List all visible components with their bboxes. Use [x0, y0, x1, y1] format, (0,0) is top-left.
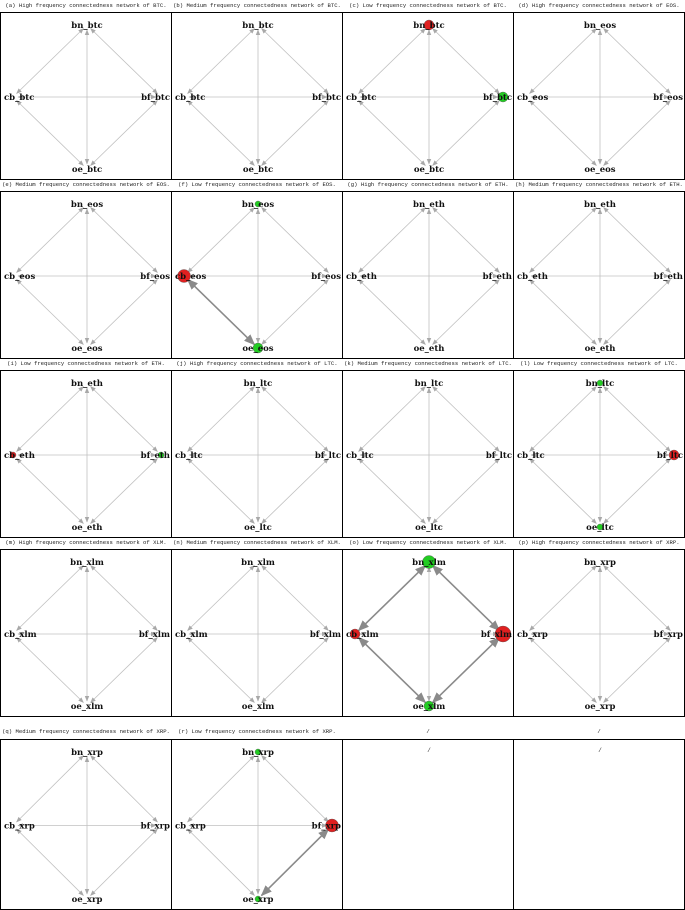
panel-caption: /: [597, 728, 601, 735]
node-label-bottom: oe_eos: [584, 165, 616, 175]
node-label-top: bn_xlm: [412, 558, 446, 568]
edge-right-bottom: [262, 100, 329, 165]
node-label-bottom: oe_xrp: [584, 702, 616, 712]
edge-right-bottom: [604, 100, 671, 165]
node-label-right: bf_ltc: [656, 451, 683, 461]
edge-top-right: [433, 28, 500, 93]
edge-right-bottom: [91, 829, 158, 895]
network-diagram: [514, 740, 685, 910]
edge-right-bottom: [433, 637, 500, 702]
node-label-top: bn_eth: [413, 200, 445, 210]
node-label-bottom: oe_btc: [413, 165, 445, 175]
node-label-bottom: oe_xlm: [412, 702, 446, 712]
node-label-right: bf_xrp: [140, 821, 170, 832]
panel-caption: (d) High frequency connectedness network of EOS.: [518, 2, 680, 9]
node-label-left: cb_btc: [346, 93, 377, 103]
edge-right-bottom: [91, 458, 158, 523]
node-label-top: bn_btc: [71, 21, 103, 31]
node-label-right: bf_ltc: [314, 451, 341, 461]
node-label-top: bn_ltc: [243, 379, 273, 389]
node-label-left: cb_xrp: [517, 630, 548, 640]
panel-caption: (q) Medium frequency connectedness network of XRP.: [2, 728, 170, 735]
empty-panel: [342, 739, 514, 910]
node-label-top: bn_ltc: [414, 379, 444, 389]
node-label-bottom: oe_ltc: [415, 523, 443, 533]
edge-bottom-left: [359, 637, 426, 702]
edge-left-top: [359, 28, 426, 93]
edge-top-right: [91, 565, 158, 630]
edge-right-bottom: [433, 100, 500, 165]
network-panel-xrp: [513, 549, 685, 717]
node-label-left: cb_ltc: [175, 451, 203, 461]
network-diagram: [172, 13, 343, 180]
edge-top-right: [91, 386, 158, 451]
network-panel-btc: [171, 12, 343, 180]
node-label-bottom: oe_xlm: [70, 702, 104, 712]
node-label-bottom: oe_btc: [242, 165, 274, 175]
network-diagram: [1, 371, 172, 538]
network-diagram: [1, 740, 172, 910]
panel-caption: (k) Medium frequency connectedness network of LTC.: [344, 360, 512, 367]
network-panel-btc: [342, 12, 514, 180]
node-label-left: cb_eth: [517, 272, 548, 282]
empty-slash: /: [427, 747, 431, 754]
panel-caption: (b) Medium frequency connectedness network of BTC.: [173, 2, 341, 9]
edge-right-bottom: [262, 637, 329, 702]
edge-left-top: [17, 28, 84, 93]
node-label-top: bn_eth: [584, 200, 616, 210]
edge-top-right: [91, 756, 158, 822]
panel-caption: (h) Medium frequency connectedness network of ETH.: [515, 181, 683, 188]
edge-right-bottom: [91, 637, 158, 702]
edge-left-top: [530, 565, 597, 630]
panel-caption: (n) Medium frequency connectedness network of XLM.: [173, 539, 341, 546]
network-panel-eth: [513, 191, 685, 359]
node-label-top: bn_xlm: [241, 558, 275, 568]
node-label-top: bn_ltc: [585, 379, 615, 389]
network-diagram: [172, 550, 343, 717]
edge-top-right: [262, 756, 329, 822]
node-label-bottom: oe_eth: [413, 344, 445, 354]
edge-right-bottom: [433, 279, 500, 344]
node-label-bottom: oe_ltc: [244, 523, 272, 533]
node-label-left: cb_eth: [346, 272, 377, 282]
network-diagram: [343, 550, 514, 717]
edge-left-top: [530, 207, 597, 272]
edge-right-bottom: [91, 100, 158, 165]
network-panel-eth: [342, 191, 514, 359]
node-label-bottom: oe_eos: [71, 344, 103, 354]
panel-caption: (r) Low frequency connectedness network of XRP.: [178, 728, 336, 735]
network-panel-ltc: [342, 370, 514, 538]
edge-top-right: [262, 28, 329, 93]
edge-left-top: [359, 565, 426, 630]
empty-panel: [513, 739, 685, 910]
edge-bottom-left: [188, 100, 255, 165]
node-label-bottom: oe_eos: [242, 344, 274, 354]
network-diagram: [514, 550, 685, 717]
node-label-right: bf_eth: [482, 272, 512, 282]
node-label-top: bn_eth: [71, 379, 103, 389]
network-diagram: [514, 13, 685, 180]
node-label-right: bf_eth: [653, 272, 683, 282]
node-label-right: bf_btc: [483, 93, 512, 103]
edge-bottom-left: [530, 279, 597, 344]
edge-right-bottom: [604, 279, 671, 344]
network-diagram: [514, 192, 685, 359]
node-label-bottom: oe_xrp: [242, 895, 274, 905]
network-panel-xlm: [342, 549, 514, 717]
node-label-bottom: oe_btc: [71, 165, 103, 175]
network-diagram: [1, 192, 172, 359]
network-diagram: [343, 192, 514, 359]
edge-bottom-left: [530, 458, 597, 523]
panel-caption: (m) High frequency connectedness network of XLM.: [5, 539, 167, 546]
edge-right-bottom: [433, 458, 500, 523]
node-label-right: bf_eos: [311, 272, 341, 282]
edge-top-right: [262, 565, 329, 630]
network-panel-eos: [513, 12, 685, 180]
panel-caption: (g) High frequency connectedness network of ETH.: [347, 181, 509, 188]
node-label-right: bf_xrp: [311, 821, 341, 832]
network-diagram: [343, 13, 514, 180]
node-label-top: bn_xrp: [242, 748, 274, 758]
network-diagram: [172, 740, 343, 910]
edge-right-bottom: [604, 637, 671, 702]
node-label-right: bf_xrp: [653, 630, 683, 640]
node-label-left: cb_eos: [175, 272, 207, 282]
panel-caption: (e) Medium frequency connectedness network of EOS.: [2, 181, 170, 188]
edge-bottom-left: [359, 279, 426, 344]
node-label-left: cb_ltc: [346, 451, 374, 461]
node-label-top: bn_xlm: [70, 558, 104, 568]
network-diagram: [1, 13, 172, 180]
edge-right-bottom: [262, 279, 329, 344]
node-label-left: cb_xrp: [4, 821, 35, 832]
edge-right-bottom: [604, 458, 671, 523]
edge-top-right: [433, 207, 500, 272]
edge-left-top: [17, 386, 84, 451]
edge-left-top: [17, 207, 84, 272]
edge-right-bottom: [262, 458, 329, 523]
node-label-top: bn_xrp: [71, 748, 103, 758]
edge-left-top: [530, 28, 597, 93]
edge-left-top: [188, 756, 255, 822]
node-label-left: cb_xlm: [175, 630, 208, 640]
edge-top-right: [91, 207, 158, 272]
edge-left-top: [359, 207, 426, 272]
node-label-bottom: oe_ltc: [586, 523, 614, 533]
edge-bottom-left: [17, 279, 84, 344]
node-label-left: cb_xrp: [175, 821, 206, 832]
edge-left-top: [359, 386, 426, 451]
edge-left-top: [188, 565, 255, 630]
edge-top-right: [604, 386, 671, 451]
node-label-top: bn_eos: [241, 200, 275, 210]
network-panel-xrp: [0, 739, 172, 910]
node-label-left: cb_xlm: [4, 630, 37, 640]
edge-bottom-left: [359, 100, 426, 165]
edge-bottom-left: [17, 829, 84, 895]
edge-left-top: [188, 386, 255, 451]
edge-bottom-left: [530, 637, 597, 702]
network-panel-eos: [0, 191, 172, 359]
node-label-left: cb_xlm: [346, 630, 379, 640]
network-diagram: [172, 371, 343, 538]
node-label-top: bn_eos: [70, 200, 104, 210]
edge-top-right: [433, 386, 500, 451]
edge-top-right: [91, 28, 158, 93]
panel-caption: /: [426, 728, 430, 735]
node-label-top: bn_eos: [583, 21, 617, 31]
node-label-right: bf_xlm: [480, 630, 512, 640]
panel-caption: (p) High frequency connectedness network of XRP.: [518, 539, 680, 546]
edge-top-right: [604, 28, 671, 93]
node-label-right: bf_eos: [140, 272, 170, 282]
edge-bottom-left: [530, 100, 597, 165]
network-panel-xlm: [171, 549, 343, 717]
node-label-right: bf_btc: [312, 93, 341, 103]
edge-top-right: [604, 207, 671, 272]
empty-slash: /: [598, 747, 602, 754]
edge-left-top: [188, 207, 255, 272]
panel-caption: (o) Low frequency connectedness network of XLM.: [349, 539, 507, 546]
edge-right-bottom: [262, 829, 329, 895]
edge-bottom-left: [188, 279, 255, 344]
node-label-right: bf_xlm: [138, 630, 170, 640]
panel-caption: (f) Low frequency connectedness network of EOS.: [178, 181, 336, 188]
node-label-bottom: oe_xrp: [71, 895, 103, 905]
node-label-left: cb_eos: [4, 272, 36, 282]
node-label-bottom: oe_xlm: [241, 702, 275, 712]
network-panel-btc: [0, 12, 172, 180]
panel-caption: (i) Low frequency connectedness network of ETH.: [7, 360, 165, 367]
edge-bottom-left: [359, 458, 426, 523]
edge-left-top: [188, 28, 255, 93]
edge-right-bottom: [91, 279, 158, 344]
edge-bottom-left: [188, 458, 255, 523]
edge-top-right: [604, 565, 671, 630]
network-panel-ltc: [513, 370, 685, 538]
node-label-right: bf_eth: [140, 451, 170, 461]
node-label-left: cb_eth: [4, 451, 35, 461]
panel-caption: (a) High frequency connectedness network of BTC.: [5, 2, 167, 9]
network-diagram: [343, 740, 514, 910]
node-label-top: bn_xrp: [584, 558, 616, 568]
edge-bottom-left: [188, 829, 255, 895]
node-label-left: cb_btc: [4, 93, 35, 103]
node-label-right: bf_xlm: [309, 630, 341, 640]
node-label-bottom: oe_eth: [71, 523, 103, 533]
network-diagram: [343, 371, 514, 538]
edge-left-top: [530, 386, 597, 451]
node-label-right: bf_ltc: [485, 451, 512, 461]
panel-caption: (c) Low frequency connectedness network of BTC.: [349, 2, 507, 9]
edge-top-right: [262, 207, 329, 272]
edge-left-top: [17, 565, 84, 630]
network-panel-eth: [0, 370, 172, 538]
edge-bottom-left: [17, 100, 84, 165]
node-label-right: bf_btc: [141, 93, 170, 103]
edge-left-top: [17, 756, 84, 822]
node-label-right: bf_eos: [653, 93, 683, 103]
network-panel-xrp: [171, 739, 343, 910]
node-label-left: cb_ltc: [517, 451, 545, 461]
panel-caption: (j) High frequency connectedness network of LTC.: [176, 360, 338, 367]
network-diagram: [1, 550, 172, 717]
edge-bottom-left: [188, 637, 255, 702]
edge-bottom-left: [17, 637, 84, 702]
node-label-bottom: oe_eth: [584, 344, 616, 354]
network-panel-xlm: [0, 549, 172, 717]
node-label-left: cb_btc: [175, 93, 206, 103]
node-label-top: bn_btc: [242, 21, 274, 31]
node-label-left: cb_eos: [517, 93, 549, 103]
network-diagram: [172, 192, 343, 359]
network-panel-ltc: [171, 370, 343, 538]
edge-top-right: [433, 565, 500, 630]
edge-top-right: [262, 386, 329, 451]
edge-bottom-left: [17, 458, 84, 523]
network-diagram: [514, 371, 685, 538]
network-panel-eos: [171, 191, 343, 359]
panel-caption: (l) Low frequency connectedness network of LTC.: [520, 360, 678, 367]
node-label-top: bn_btc: [413, 21, 445, 31]
